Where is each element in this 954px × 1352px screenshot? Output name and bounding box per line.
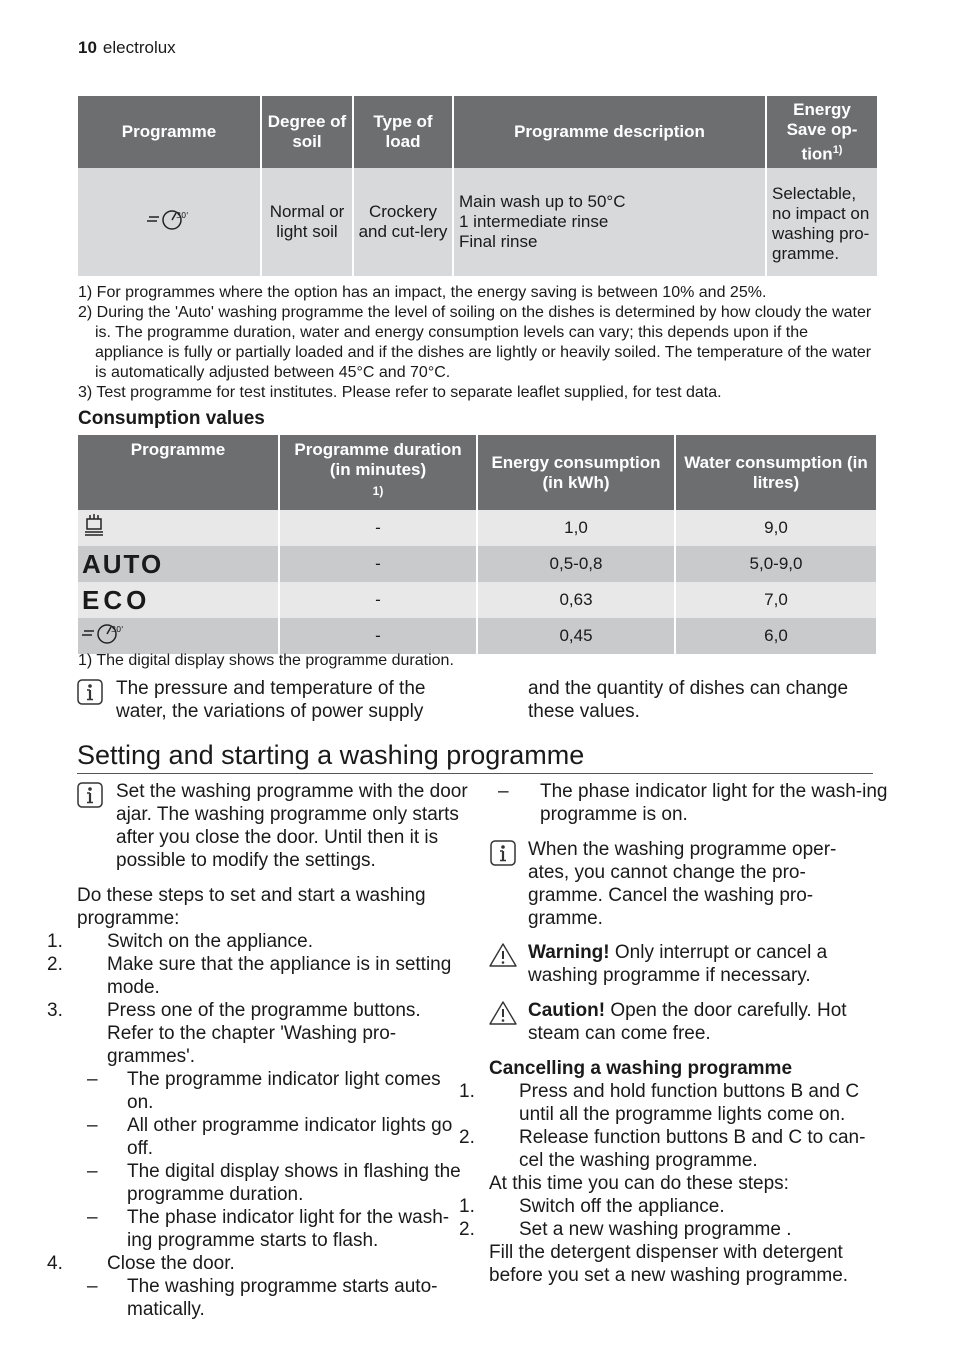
- phase-indicator-note: – The phase indicator light for the wash-ing programme is on.: [498, 781, 888, 825]
- caution-icon: [489, 1000, 517, 1026]
- footnote-3: 3) Test programme for test institutes. Please refer to separate leaflet supplied, for test data.: [78, 384, 722, 401]
- final-text: Fill the detergent dispenser with detergent before you set a new washing programme.: [489, 1242, 849, 1286]
- footnote-1: 1) For programmes where the option has an impact, the energy saving is between 10% and 25%.: [78, 284, 767, 301]
- th-type-load: Type of load: [354, 96, 452, 168]
- programme-auto: AUTO: [78, 546, 278, 582]
- info-icon: [77, 782, 103, 808]
- quick-30-icon: [82, 621, 126, 647]
- after-step-1: 1. Switch off the appliance.: [459, 1196, 725, 1217]
- table-row: [78, 510, 876, 546]
- step-2: 2. Make sure that the appliance is in setting mode.: [47, 954, 452, 998]
- programme-cell: [78, 618, 278, 654]
- duration-cell: -: [280, 510, 476, 546]
- th-description: Programme description: [454, 96, 765, 168]
- brand-name: electrolux: [102, 38, 176, 57]
- programme-eco: ECO: [78, 582, 278, 618]
- energy-cell: 0,45: [478, 618, 674, 654]
- step-3-sub-1: – The programme indicator light comes on.: [87, 1069, 441, 1113]
- footnotes-table1: [78, 283, 878, 403]
- after-text: At this time you can do these steps:: [489, 1173, 789, 1194]
- svg-text:30': 30': [111, 624, 124, 634]
- info-icon: [490, 840, 516, 866]
- step-3-sub-4: – The phase indicator light for the wash-ing programme starts to flash.: [87, 1207, 450, 1251]
- cancel-step-1: 1. Press and hold function buttons B and C until all the programme lights come on.: [459, 1081, 860, 1125]
- programme-cell: [78, 510, 278, 546]
- consumption-table: [76, 435, 878, 654]
- th-c-energy: Energy consumption (in kWh): [478, 435, 674, 510]
- info-icon: [77, 679, 103, 705]
- duration-cell: -: [280, 582, 476, 618]
- quick-30-icon: [147, 207, 191, 233]
- energy-cell: 1,0: [478, 510, 674, 546]
- energy-cell: 0,5-0,8: [478, 546, 674, 582]
- warning-icon: [489, 942, 517, 968]
- after-step-2: 2. Set a new washing programme .: [459, 1219, 792, 1240]
- consumption-title: Consumption values: [78, 408, 265, 429]
- description-cell: Main wash up to 50°C 1 intermediate rinse Final rinse: [454, 168, 765, 276]
- th-programme: Programme: [78, 96, 260, 168]
- steps-block: [47, 884, 467, 1321]
- info-note-right: and the quantity of dishes can change these values.: [528, 678, 849, 722]
- step-4-sub-1: – The washing programme starts auto-matically.: [87, 1276, 438, 1320]
- water-cell: 9,0: [676, 510, 876, 546]
- step-3: 3. Press one of the programme buttons. Refer to the chapter 'Washing pro-grammes'.: [47, 1000, 421, 1067]
- intensive-icon: [82, 513, 108, 539]
- table-row: [78, 618, 876, 654]
- info-note-left: The pressure and temperature of the water, the variations of power supply: [116, 678, 426, 722]
- info-set-door-ajar: Set the washing programme with the door ajar. The washing programme only starts after you close the door. Until then it is possible to modify the settings.: [116, 781, 468, 871]
- programme-table: [76, 96, 879, 276]
- page-header: [78, 38, 176, 58]
- section-title: Setting and starting a washing programme: [77, 740, 873, 774]
- consumption-footnote: 1) The digital display shows the programme duration.: [78, 652, 454, 669]
- svg-text:30': 30': [176, 210, 189, 220]
- water-cell: 7,0: [676, 582, 876, 618]
- table-row: [78, 582, 876, 618]
- steps-intro: Do these steps to set and start a washing programme:: [77, 885, 426, 929]
- th-c-duration: Programme duration (in minutes) 1): [280, 435, 476, 510]
- cancel-block: [459, 1057, 879, 1287]
- duration-cell: -: [280, 618, 476, 654]
- load-cell: Crockery and cut-lery: [354, 168, 452, 276]
- th-energy-save: Energy Save op-tion$^{1)}$: [767, 96, 877, 168]
- step-3-sub-3: – The digital display shows in flashing the programme duration.: [87, 1161, 461, 1205]
- footnote-2: 2) During the 'Auto' washing programme the level of soiling on the dishes is determined by how cloudy the water is. The programme duration, water and energy consumption levels can vary; this depends upon if the appliance is fully or partially loaded and if the dishes are lightly or heavily soiled. The temperature of the water is automatically adjusted between 45°C and 70°C.: [78, 304, 872, 381]
- page-number: 10: [78, 38, 97, 57]
- table-row: [78, 546, 876, 582]
- th-c-water: Water consumption (in litres): [676, 435, 876, 510]
- step-4: 4. Close the door.: [47, 1253, 235, 1274]
- step-3-sub-2: – All other programme indicator lights go off.: [87, 1115, 453, 1159]
- step-1: 1. Switch on the appliance.: [47, 931, 313, 952]
- cancel-title: Cancelling a washing programme: [489, 1058, 793, 1079]
- info-cannot-change: When the washing programme oper-ates, you cannot change the pro-gramme. Cancel the washing pro-gramme.: [528, 839, 837, 929]
- warning-note: Warning! Only interrupt or cancel a washing programme if necessary.: [528, 942, 828, 986]
- quick-30-cell: [78, 168, 260, 276]
- energy-save-cell: Selectable, no impact on washing pro-gramme.: [767, 168, 877, 276]
- duration-cell: -: [280, 546, 476, 582]
- caution-note: Caution! Open the door carefully. Hot steam can come free.: [528, 1000, 847, 1044]
- energy-cell: 0,63: [478, 582, 674, 618]
- th-c-programme: Programme: [78, 435, 278, 510]
- cancel-step-2: 2. Release function buttons B and C to can-cel the washing programme.: [459, 1127, 866, 1171]
- water-cell: 6,0: [676, 618, 876, 654]
- th-degree-soil: Degree of soil: [262, 96, 352, 168]
- water-cell: 5,0-9,0: [676, 546, 876, 582]
- soil-cell: Normal or light soil: [262, 168, 352, 276]
